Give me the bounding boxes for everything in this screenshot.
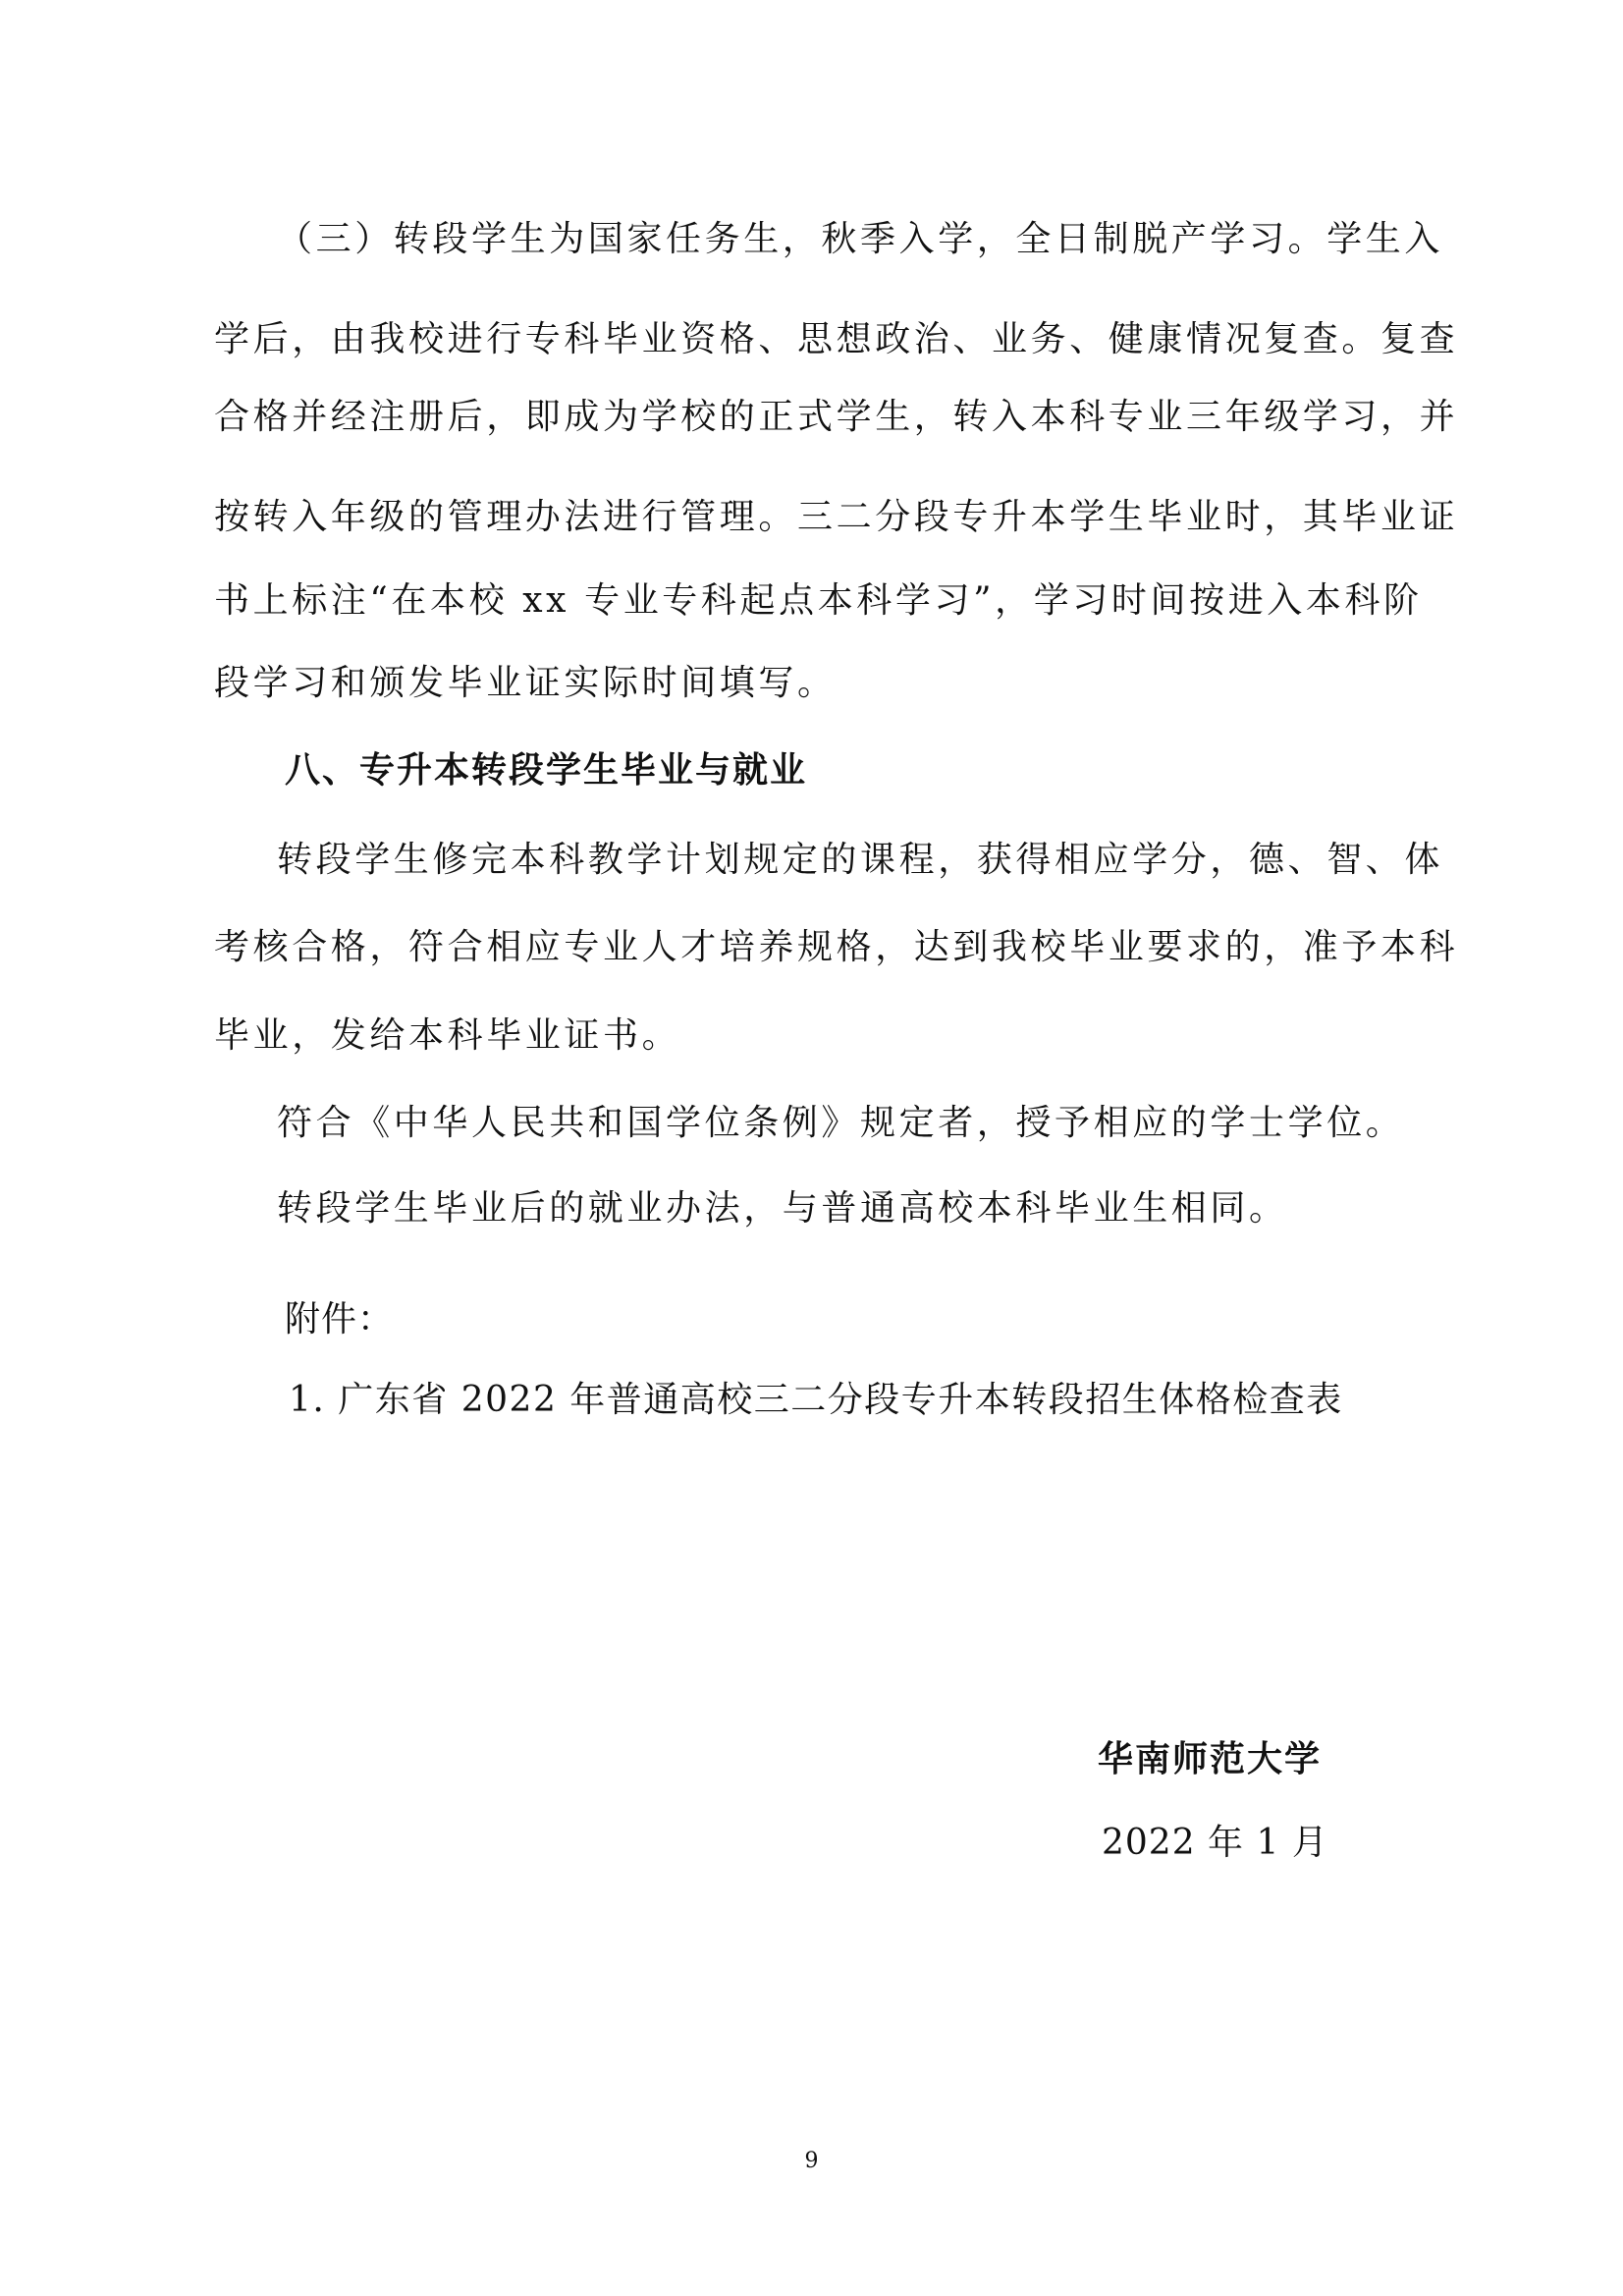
page-number: 9 bbox=[804, 2149, 819, 2173]
section8-heading: 八、专升本转段学生毕业与就业 bbox=[285, 750, 808, 791]
section8-para1-line-3: 毕业，发给本科毕业证书。 bbox=[214, 1015, 681, 1056]
section3-line-1: （三）转段学生为国家任务生，秋季入学，全日制脱产学习。学生入 bbox=[277, 219, 1444, 259]
attachment-item-1: 1. 广东省 2022 年普通高校三二分段专升本转段招生体格检查表 bbox=[289, 1380, 1343, 1420]
attachments-label: 附件： bbox=[285, 1299, 395, 1339]
section3-line-2: 学后，由我校进行专科毕业资格、思想政治、业务、健康情况复查。复查 bbox=[214, 319, 1459, 359]
section3-line-6: 段学习和颁发毕业证实际时间填写。 bbox=[214, 663, 837, 703]
section3-line-3: 合格并经注册后，即成为学校的正式学生，转入本科专业三年级学习，并 bbox=[214, 397, 1459, 437]
section3-line-4: 按转入年级的管理办法进行管理。三二分段专升本学生毕业时，其毕业证 bbox=[214, 497, 1459, 537]
section8-para3: 转段学生毕业后的就业办法，与普通高校本科毕业生相同。 bbox=[277, 1188, 1288, 1229]
signature-date: 2022 年 1 月 bbox=[1102, 1823, 1328, 1863]
section8-para1-line-1: 转段学生修完本科教学计划规定的课程，获得相应学分，德、智、体 bbox=[277, 840, 1444, 880]
section8-para2: 符合《中华人民共和国学位条例》规定者，授予相应的学士学位。 bbox=[277, 1103, 1405, 1143]
section8-para1-line-2: 考核合格，符合相应专业人才培养规格，达到我校毕业要求的，准予本科 bbox=[214, 927, 1459, 967]
signature-org: 华南师范大学 bbox=[1098, 1739, 1323, 1779]
section3-line-5: 书上标注“在本校 xx 专业专科起点本科学习”，学习时间按进入本科阶 bbox=[214, 580, 1423, 621]
